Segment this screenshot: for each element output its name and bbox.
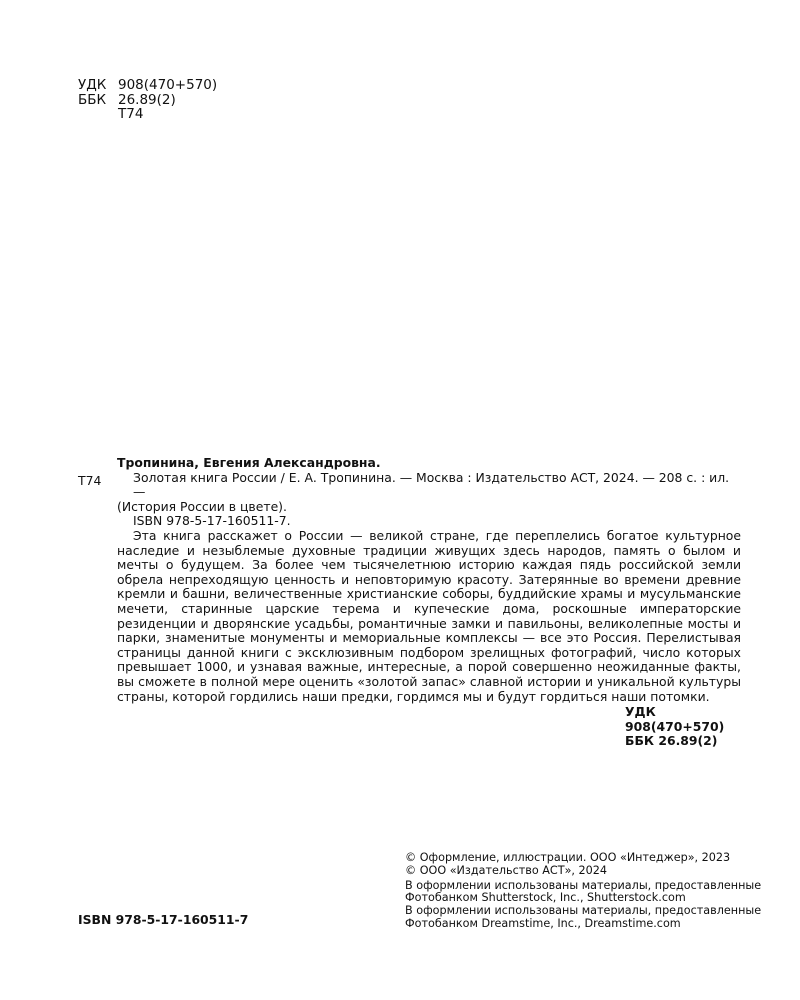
entry-udk: УДК 908(470+570) — [625, 704, 725, 734]
bbk-row — [78, 93, 217, 108]
bbk-value: 26.89(2) — [118, 91, 176, 108]
entry-author-mark: Т74 — [78, 473, 102, 488]
entry-author: Тропинина, Евгения Александровна. — [117, 455, 381, 470]
entry-annotation: Эта книга расскажет о России — великой стране, где переплелись богатое культурное наследие и незыблемые духовные традиции живущих здесь народов, память о былом и мечты о будущем. За более чем тысячелетнюю историю каждая пядь российской земли обрела непреходящую ценность и неповторимую красоту. Затерянные во времени древние кремли и башни, величественные христианские соборы, буддийские храмы и мусульманские мечети, старинные царские терема и купеческие дома, роскошные императорские резиденции и дворянские усадьбы, романтичные замки и павильоны, великолепные мосты и парки, знаменитые монументы и мемориальные комплексы — все это Россия. Перелистывая страницы данной книги с эксклюзивным подбором зрелищных фотографий, число которых превышает 1000, и узнавая важные, интересные, а порой совершенно неожиданные факты, вы сможете в полной мере оценить «золотой запас» славной истории и уникальной культуры страны, которой гордились наши предки, гордимся мы и будут гордиться наши потомки. — [117, 527, 741, 704]
udk-row — [78, 78, 217, 93]
isbn-footer: ISBN 978-5-17-160511-7 — [78, 912, 249, 927]
entry-codes — [117, 705, 741, 749]
classification-codes — [78, 78, 217, 122]
entry-series: (История России в цвете). — [117, 498, 287, 514]
bbk-label: ББК — [78, 91, 107, 108]
udk-label: УДК — [78, 77, 107, 93]
bibliographic-entry — [117, 456, 741, 749]
author-mark-top: Т74 — [118, 106, 144, 122]
credit-dreamstime-line2: Фотобанком Dreamstime, Inc., Dreamstime.com — [405, 916, 681, 930]
entry-title-line: Золотая книга России / Е. А. Тропинина. — Москва : Издательство АСТ, 2024. — 208 с. : ил. — — [133, 469, 730, 500]
author-mark-row — [78, 107, 217, 122]
udk-value: 908(470+570) — [118, 77, 218, 93]
entry-bbk: ББК 26.89(2) — [625, 733, 718, 749]
entry-isbn: ISBN 978-5-17-160511-7. — [133, 513, 291, 529]
credit-shutterstock-line2: Фотобанком Shutterstock, Inc., Shutterstock.com — [405, 891, 686, 905]
credit-dreamstime-line1: В оформлении использованы материалы, предоставленные — [405, 904, 762, 918]
copyright-ast: © ООО «Издательство АСТ», 2024 — [405, 863, 608, 877]
copyright-block — [405, 852, 761, 931]
credit-shutterstock-line1: В оформлении использованы материалы, предоставленные — [405, 878, 762, 892]
copyright-design: © Оформление, иллюстрации. ООО «Интеджер», 2023 — [405, 851, 731, 864]
